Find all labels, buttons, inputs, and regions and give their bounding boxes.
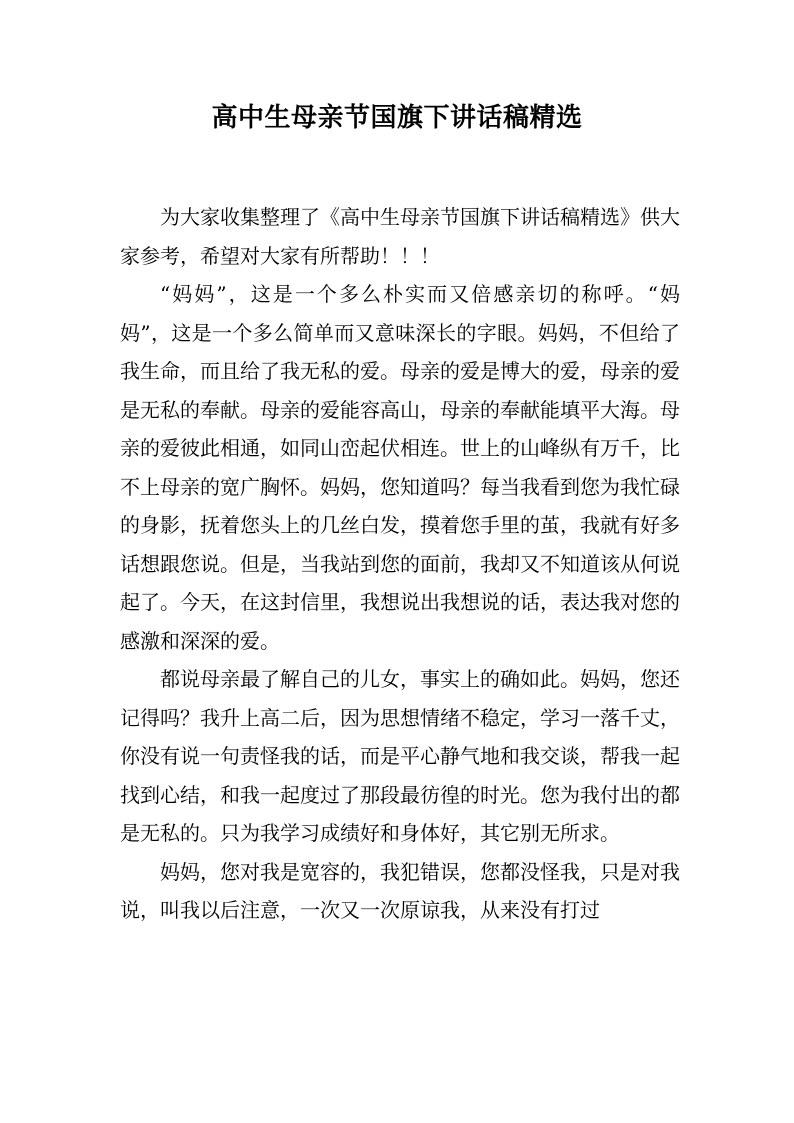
document-body — [120, 198, 680, 930]
document-title: 高中生母亲节国旗下讲话稿精选 — [211, 103, 583, 133]
paragraph: 都说母亲最了解自己的儿女，事实上的确如此。妈妈，您还记得吗？我升上高二后，因为思想情绪不稳定，学习一落千丈，你没有说一句责怪我的话，而是平心静气地和我交谈，帮我一起找到心结，和我一起度过了那段最彷徨的时光。您为我付出的都是无私的。只为我学习成绩好和身体好，其它别无所求。 — [120, 667, 680, 845]
paragraph: 妈妈，您对我是宽容的，我犯错误，您都没怪我，只是对我说，叫我以后注意，一次又一次原谅我，从来没有打过 — [120, 859, 680, 922]
paragraph: “妈妈”，这是一个多么朴实而又倍感亲切的称呼。“妈妈”，这是一个多么简单而又意味深长的字眼。妈妈，不但给了我生命，而且给了我无私的爱。母亲的爱是博大的爱，母亲的爱是无私的奉献。母亲的爱能容高山，母亲的奉献能填平大海。母亲的爱彼此相通，如同山峦起伏相连。世上的山峰纵有万千，比不上母亲的宽广胸怀。妈妈，您知道吗？每当我看到您为我忙碌的身影，抚着您头上的几丝白发，摸着您手里的茧，我就有好多话想跟您说。但是，当我站到您的面前，我却又不知道该从何说起了。今天，在这封信里，我想说出我想说的话，表达我对您的感激和深深的爱。 — [120, 282, 680, 653]
paragraph: 为大家收集整理了《高中生母亲节国旗下讲话稿精选》供大家参考，希望对大家有所帮助！！！ — [120, 205, 680, 268]
